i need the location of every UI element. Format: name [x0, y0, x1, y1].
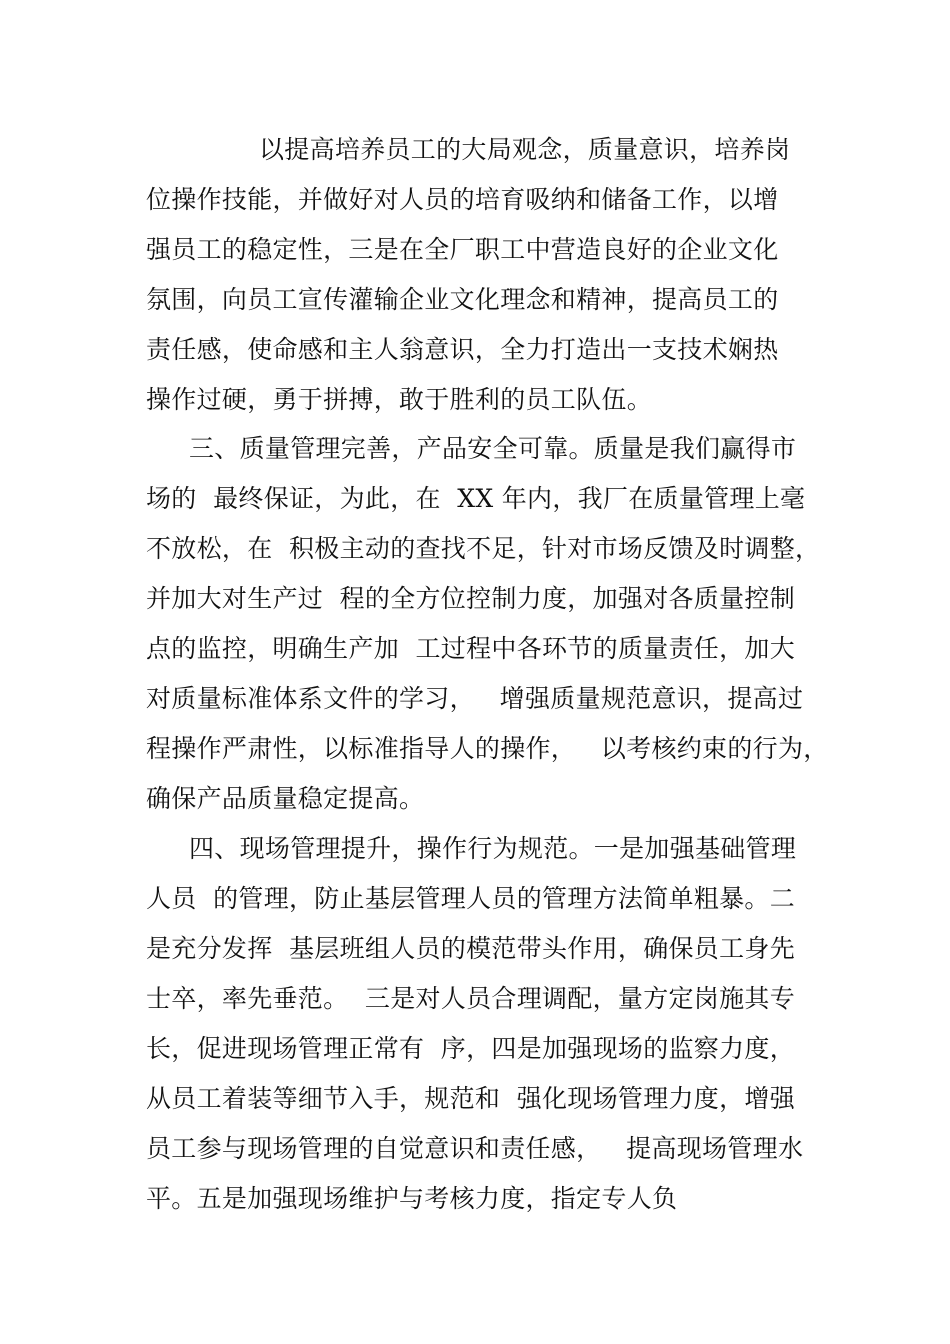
text-line: 长，促进现场管理正常有 序，四是加强现场的监察力度，	[146, 1034, 795, 1063]
text-line: 氛围，向员工宣传灌输企业文化理念和精神，提高员工的	[146, 285, 779, 314]
text-line: 三、质量管理完善，产品安全可靠。质量是我们赢得市	[189, 434, 797, 463]
text-line: 程操作严肃性，以标准指导人的操作， 以考核约束的行为，	[146, 734, 829, 763]
text-line: 四、现场管理提升，操作行为规范。一是加强基础管理	[189, 834, 797, 863]
text-line: 人员 的管理，防止基层管理人员的管理方法简单粗暴。二	[146, 884, 795, 913]
text-line: 平。五是加强现场维护与考核力度，指定专人负	[146, 1184, 678, 1213]
text-line: 位操作技能，并做好对人员的培育吸纳和储备工作，以增	[146, 185, 779, 214]
text-line: 对质量标准体系文件的学习， 增强质量规范意识，提高过	[146, 684, 804, 713]
text-line: 场的 最终保证，为此，在 XX 年内，我厂在质量管理上毫	[146, 484, 806, 513]
text-line: 确保产品质量稳定提高。	[146, 784, 425, 813]
text-line: 从员工着装等细节入手，规范和 强化现场管理力度，增强	[146, 1084, 795, 1113]
text-line: 员工参与现场管理的自觉意识和责任感， 提高现场管理水	[146, 1134, 804, 1163]
text-line: 责任感，使命感和主人翁意识，全力打造出一支技术娴热	[146, 335, 779, 364]
text-line: 士卒，率先垂范。 三是对人员合理调配，量方定岗施其专	[146, 984, 795, 1013]
text-line: 强员工的稳定性，三是在全厂职工中营造良好的企业文化	[146, 235, 779, 264]
text-line: 点的监控，明确生产加 工过程中各环节的质量责任，加大	[146, 634, 795, 663]
text-line: 操作过硬，勇于拼搏，敢于胜利的员工队伍。	[146, 385, 653, 414]
text-line: 不放松，在 积极主动的查找不足，针对市场反馈及时调整，	[146, 534, 821, 563]
text-line: 以提高培养员工的大局观念，质量意识，培养岗	[259, 135, 791, 164]
text-line: 是充分发挥 基层班组人员的模范带头作用，确保员工身先	[146, 934, 795, 963]
text-line: 并加大对生产过 程的全方位控制力度，加强对各质量控制	[146, 584, 795, 613]
